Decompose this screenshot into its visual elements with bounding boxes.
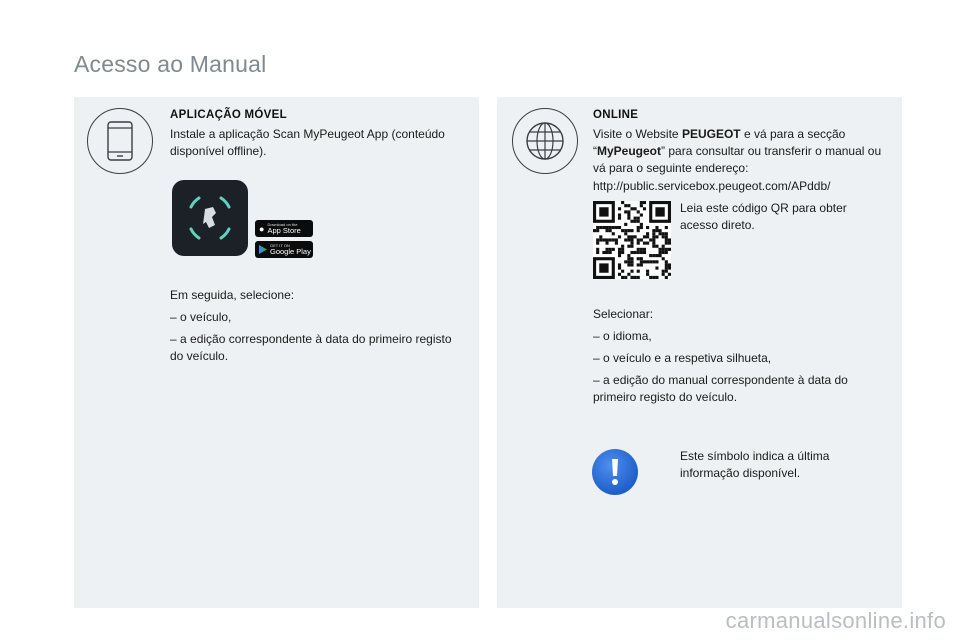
online-select-block <box>593 306 889 410</box>
app-store-big: App Store <box>267 225 301 235</box>
online-select-intro: Selecionar: <box>593 307 654 321</box>
qr-code-icon[interactable] <box>593 201 671 279</box>
watermark: carmanualsonline.info <box>725 608 946 633</box>
peugeot-lion-icon[interactable] <box>172 180 248 256</box>
app-select-block <box>170 287 465 369</box>
symbol-text: Este símbolo indica a última informação disponível. <box>680 449 830 480</box>
online-item-vehicle: – o veículo e a respetiva silhueta, <box>593 351 772 365</box>
app-select-intro: Em seguida, selecione: <box>170 288 295 302</box>
app-item-edition: – a edição correspondente à data do primeiro registo do veículo. <box>170 332 452 363</box>
app-heading: APLICAÇÃO MÓVEL <box>170 109 287 121</box>
qr-text: Leia este código QR para obter acesso direto. <box>680 201 847 232</box>
google-play-big: Google Play <box>270 246 311 256</box>
google-play-badge[interactable] <box>255 241 313 258</box>
online-heading: ONLINE <box>593 109 639 121</box>
google-play-small: GET IT ON <box>270 242 290 248</box>
online-intro-brand: PEUGEOT <box>681 127 741 141</box>
online-intro-part3: ” para consultar ou transferir o manual ou vá para o seguinte endereço: <box>593 144 882 175</box>
smartphone-icon <box>87 108 153 174</box>
page-title: Acesso ao Manual <box>74 51 267 77</box>
play-icon <box>259 245 267 254</box>
apple-icon: ● <box>259 223 265 234</box>
online-item-edition: – a edição do manual correspondente à data do primeiro registo do veículo. <box>593 373 848 404</box>
exclamation-icon <box>592 449 638 495</box>
online-url[interactable]: http://public.servicebox.peugeot.com/APddb/ <box>593 179 831 193</box>
app-store-badge[interactable] <box>255 220 313 237</box>
app-panel <box>74 97 479 608</box>
globe-icon <box>512 108 578 174</box>
app-store-small: Download on the <box>267 221 298 227</box>
app-intro: Instale a aplicação Scan MyPeugeot App (conteúdo disponível offline). <box>170 127 445 158</box>
online-intro-part1: Visite o Website <box>593 127 682 141</box>
online-item-language: – o idioma, <box>593 329 652 343</box>
online-intro <box>593 126 889 177</box>
online-intro-section: MyPeugeot <box>597 144 662 158</box>
online-intro-part2: e vá para a secção “ <box>593 127 846 158</box>
app-item-vehicle: – o veículo, <box>170 310 232 324</box>
online-panel <box>497 97 902 608</box>
